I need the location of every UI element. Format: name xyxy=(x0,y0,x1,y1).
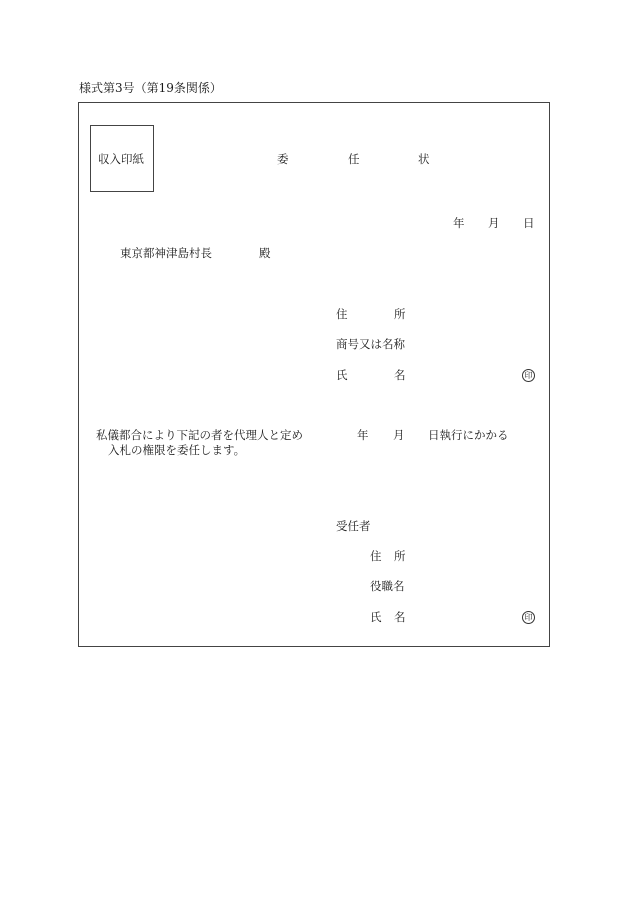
revenue-stamp-label: 収入印紙 xyxy=(98,152,144,166)
delegatee-seal-icon: 印 xyxy=(522,611,535,624)
delegator-name-char: 氏 xyxy=(336,368,348,382)
addressee-honorific: 殿 xyxy=(259,246,271,260)
title-char: 任 xyxy=(348,152,360,166)
delegator-seal-icon: 印 xyxy=(522,369,535,382)
addressee-name: 東京都神津島村長 xyxy=(120,246,212,260)
delegatee-name-char: 氏 xyxy=(370,610,382,624)
form-number: 様式第3号（第19条関係） xyxy=(79,81,222,95)
delegator-company-label: 商号又は名称 xyxy=(336,337,405,351)
delegator-address-char: 所 xyxy=(394,307,406,321)
delegatee-address-char: 所 xyxy=(394,549,406,563)
delegatee-name-char: 名 xyxy=(394,610,406,624)
body-line2: 入札の権限を委任します。 xyxy=(108,443,246,457)
title-char: 状 xyxy=(418,152,430,166)
body-line1: 私儀都合により下記の者を代理人と定め xyxy=(96,428,303,442)
body-day-phrase: 日執行にかかる xyxy=(428,428,509,442)
delegatee-address-char: 住 xyxy=(370,549,382,563)
title-char: 委 xyxy=(277,152,289,166)
delegator-name-char: 名 xyxy=(394,368,406,382)
date-month-label: 月 xyxy=(488,216,500,230)
body-month-label: 月 xyxy=(393,428,405,442)
date-day-label: 日 xyxy=(523,216,535,230)
body-year-label: 年 xyxy=(357,428,369,442)
delegator-address-char: 住 xyxy=(336,307,348,321)
date-year-label: 年 xyxy=(453,216,465,230)
delegatee-position-label: 役職名 xyxy=(370,579,405,593)
delegatee-heading: 受任者 xyxy=(336,519,371,533)
